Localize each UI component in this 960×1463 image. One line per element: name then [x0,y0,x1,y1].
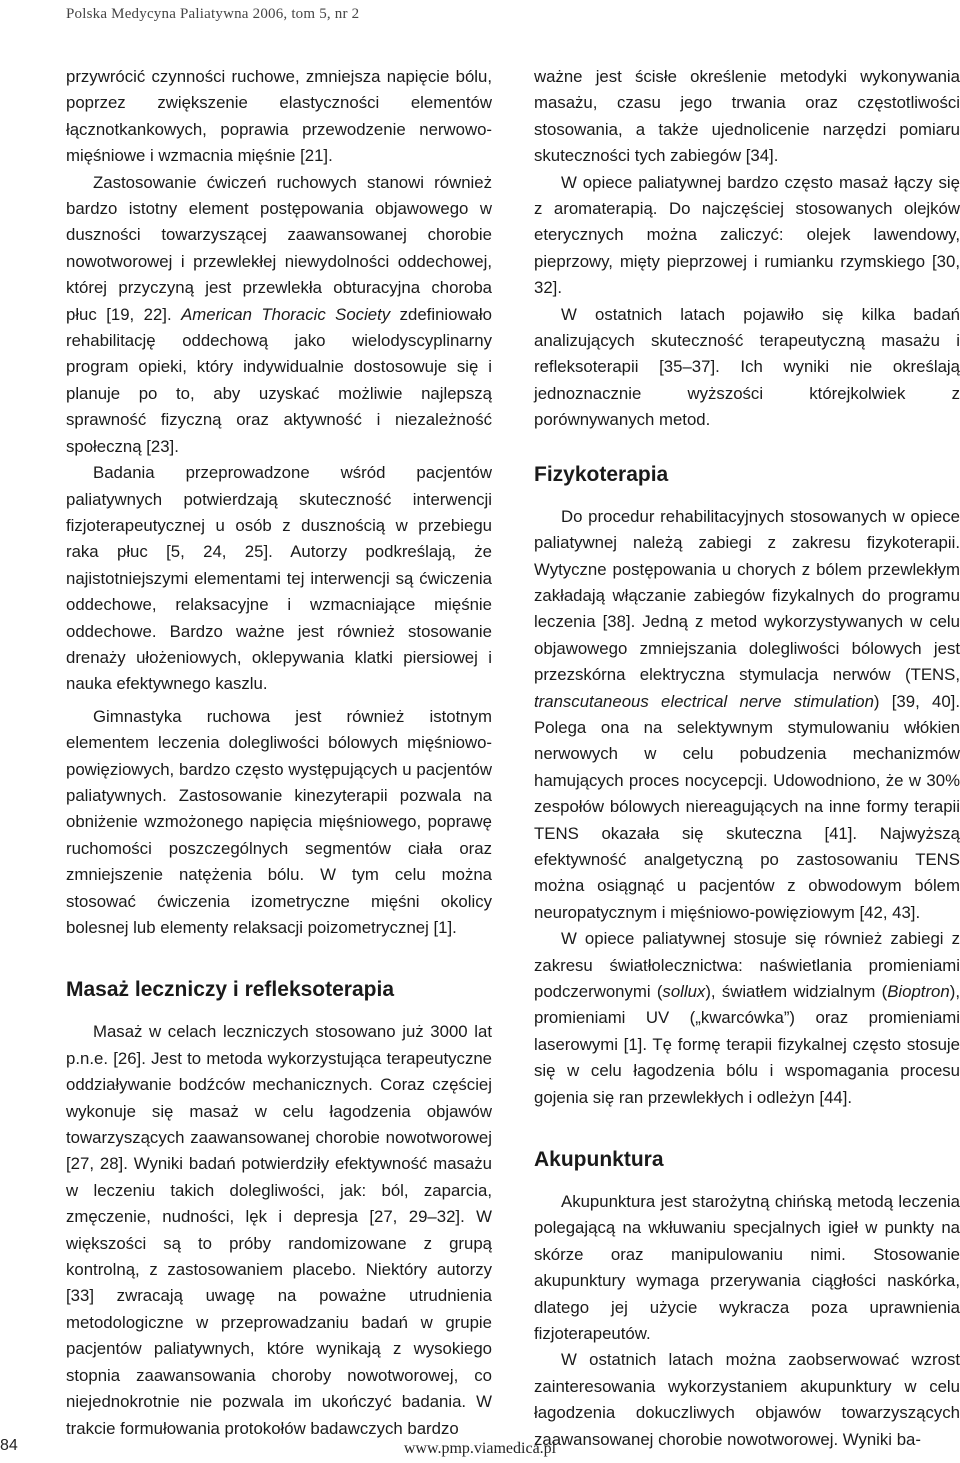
text-segment: W opiece paliatywnej stosuje się również zabiegi z zakresu światłolecznictwa: naświetlania promieniami podczerwonymi ( [534,929,960,1001]
italic-term: American Thoracic Society [181,304,391,324]
section-heading-physiotherapy: Fizykoterapia [534,462,669,486]
text-segment: ) [39, 40]. Polega ona na selektywnym stymulowaniu włókien nerwowych w celu pobudzenia mechanizmów hamujących proces nocycepcji. Udowodniono, że w 30% zespołów bólowych niereagujących na inne formy terapii TENS okazała się skuteczna [41]. Najwyższą efektywność analgetyczną po zastosowaniu TENS można osiągnąć u pacjentów z obwodowym bólem neuropatycznym i mięśniowo-powięziowym [42, 43]. [534,691,960,922]
text-segment: ), promieniami UV („kwarcówka”) oraz promieniami laserowymi [1]. Tę formę terapii fizykalnej często stosuje się w celu łagodzenia bólu i wspomagania procesu gojenia się ran przewlekłych i odleżyn [44]. [534,982,960,1107]
paragraph [66,170,492,460]
italic-term: transcutaneous electrical nerve stimulation [534,691,874,711]
paragraph: W opiece paliatywnej bardzo często masaż łączy się z aromaterapią. Do najczęściej stosowanych olejków eterycznych można zaliczyć: olejek lawendowy, pieprzowy, mięty pieprzowej i rumianku rzymskiego [30, 32]. [534,172,960,298]
paragraph: przywrócić czynności ruchowe, zmniejsza napięcie bólu, poprzez zwiększenie elastyczności elementów łącznotkankowych, poprawia przewodzenie nerwowo-mięśniowe i wzmacnia mięśnie [21]. [66,67,492,166]
paragraph: Masaż w celach leczniczych stosowano już 3000 lat p.n.e. [26]. Jest to metoda wykorzystująca terapeutyczne oddziaływanie bodźców mechanicznych. Coraz częściej wykonuje się masaż w celu łagodzenia objawów towarzyszących zaawansowanej chorobie nowotworowej [27, 28]. Wyniki badań potwierdziły efektywność masażu w leczeniu takich dolegliwości, jak: ból, zaparcia, zmęczenie, nudności, lęk i depresja [27, 29–32]. W większości są to próby randomizowane z grupą kontrolną, z zastosowaniem placebo. Niektóry autorzy [33] zwracają uwagę na poważne utrudnienia metodologiczne w przeprowadzaniu badań w grupie pacjentów paliatywnych, które wynikają z wysokiego stopnia zaawansowania choroby nowotworowej, co niejednokrotnie nie pozwala im ukończyć badania. W trakcie formułowania protokołów badawczych bardzo [66,1022,492,1438]
page-number: 84 [0,1437,18,1454]
paragraph: Gimnastyka ruchowa jest również istotnym elementem leczenia dolegliwości bólowych mięśniowo-powięziowych, bardzo często występujących u pacjentów paliatywnych. Zastosowanie kinezyterapii pozwala na obniżenie wzmożonego napięcia mięśniowego, poprawę ruchomości poszczególnych segmentów ciała oraz zmniejszenie natężenia bólu. W tym celu można stosować ćwiczenia izometryczne mięśni okolicy bolesnej lub elementy relaksacji poizometrycznej [1]. [66,706,492,937]
paragraph [534,504,960,927]
paragraph: Badania przeprowadzone wśród pacjentów paliatywnych potwierdzają skuteczność interwencji fizjoterapeutycznej u osób z dusznością w przebiegu raka płuc [5, 24, 25]. Autorzy podkreślają, że najistotniejszymi elementami tej interwencji są ćwiczenia oddechowe, relaksacyjne i wzmacniające mięśnie oddechowe. Bardzo ważne jest również stosowanie drenaży ułożeniowych, oklepywania klatki piersiowej i nauka efektywnego kaszlu. [66,463,492,694]
italic-term: sollux [662,982,706,1001]
paragraph: Akupunktura jest starożytną chińską metodą leczenia polegającą na wkłuwaniu specjalnych igieł w punkty na skórze oraz manipulowaniu nimi. Stosowanie akupunktury wymaga przerywania ciągłości naskórka, dlatego jej użycie wykracza poza uprawnienia fizjoterapeutów. [534,1192,960,1344]
running-title: Polska Medycyna Paliatywna 2006, tom 5, nr 2 [66,6,360,22]
footer-url: www.pmp.viamedica.pl [403,1440,557,1457]
paragraph: W ostatnich latach pojawiło się kilka badań analizujących skuteczność terapeutyczną masażu i refleksoterapii [35–37]. Ich wyniki nie określają jednoznacznie wyższości którejkolwiek z porównywanych metod. [534,304,960,430]
text-segment: Do procedur rehabilitacyjnych stosowanych w opiece paliatywnej należą zabiegi z zakresu fizykoterapii. Wytyczne postępowania u chorych z bólem przewlekłym zakładają włączanie zabiegów fizykalnych do programu leczenia [38]. Jedną z metod wykorzystywanych w celu objawowego zmniejszania dolegliwości bólowych jest przezskórna elektryczna stymulacja nerwów (TENS, [534,506,960,685]
paragraph: ważne jest ścisłe określenie metodyki wykonywania masażu, czasu jego trwania oraz częstotliwości stosowania, a także ujednolicenie narzędzi pomiaru skuteczności tych zabiegów [34]. [534,67,960,166]
paragraph: W ostatnich latach można zaobserwować wzrost zainteresowania wykorzystaniem akupunktury w celu łagodzenia dokuczliwych objawów towarzyszących zaawansowanej chorobie nowotworowej. Wyniki ba- [534,1350,960,1449]
section-heading-massage: Masaż leczniczy i refleksoterapia [66,978,394,1002]
text-segment: ), światłem widzialnym ( [705,982,888,1001]
paragraph [534,926,960,1111]
left-column [66,64,492,1442]
section-heading-acupuncture: Akupunktura [534,1148,664,1172]
text-segment: Zastosowanie ćwiczeń ruchowych stanowi również bardzo istotny element postępowania objawowego w duszności towarzyszącej zaawansowanej chorobie nowotworowej i przewlekłej niewydolności oddechowej, której przyczyną jest przewlekła obturacyjna choroba płuc [19, 22]. [66,172,492,324]
text-segment: zdefiniowało rehabilitację oddechową jako wielodyscyplinarny program opieki, który indywidualnie dostosowuje się i planuje po to, aby uzyskać możliwie najlepszą sprawność fizyczną oraz aktywność i niezależność społeczną [23]. [66,304,492,456]
italic-term: Bioptron [887,982,950,1001]
right-column [534,64,960,1453]
